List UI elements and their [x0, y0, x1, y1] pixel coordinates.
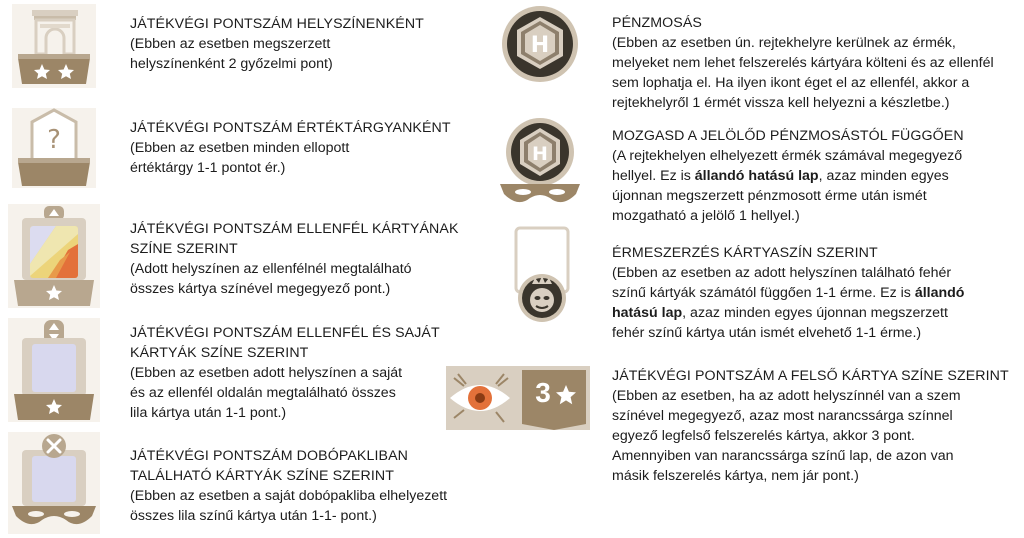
arc-de-triomphe-location-icon — [12, 4, 96, 88]
entry-line: (Ebben az esetben, ha az adott helyszínnél van a szem — [612, 388, 961, 404]
entry-line: lila kártya után 1-1 pont.) — [130, 405, 287, 421]
entry-line: színével megegyező, azaz most narancssárga színnel — [612, 408, 953, 424]
entry-line: (Adott helyszínen az ellenfélnél megtalálható — [130, 261, 412, 277]
entry-line: színű kártyák számától függően 1-1 érme. Ez is állandó — [612, 285, 965, 301]
entry-line: (A rejtekhelyen elhelyezett érmék számával megegyező — [612, 148, 963, 164]
entry-line: (Ebben az esetben minden ellopott — [130, 140, 350, 156]
points-badge: 3 — [535, 377, 551, 408]
entry-title: PÉNZMOSÁS — [612, 15, 702, 31]
entry-title: JÁTÉKVÉGI PONTSZÁM DOBÓPAKLIBAN — [130, 448, 408, 464]
entry-line: újonnan megszerzett pénzmosott érme után ismét — [612, 188, 927, 204]
entry-line: és az ellenfél oldalán megtalálható összes — [130, 385, 396, 401]
svg-text:H: H — [532, 143, 548, 165]
entry-line: melyeket nem lehet felszerelés kártyára költeni és az ellenfél — [612, 55, 994, 71]
entry-line: rejtekhelyről 1 érmét vissza kell helyezni a készletbe.) — [612, 95, 950, 111]
entry-line: Amennyiben van narancssárga színű lap, de azon van — [612, 448, 954, 464]
entry-line: összes lila színű kártya után 1-1- pont.) — [130, 508, 377, 524]
entry-title: MOZGASD A JELÖLŐD PÉNZMOSÁSTÓL FÜGGŐEN — [612, 128, 964, 144]
entry-line: mozgatható a jelölő 1 hellyel.) — [612, 208, 800, 224]
entry-title: JÁTÉKVÉGI PONTSZÁM HELYSZÍNENKÉNT — [130, 16, 424, 32]
entry-title: JÁTÉKVÉGI PONTSZÁM ELLENFÉL KÁRTYÁNAK — [130, 221, 459, 237]
entry-title: ÉRMESZERZÉS KÁRTYASZÍN SZERINT — [612, 245, 878, 261]
discard-pile-color-icon — [8, 432, 100, 534]
entry-title: JÁTÉKVÉGI PONTSZÁM ELLENFÉL ÉS SAJÁT — [130, 325, 440, 341]
entry-line: (Ebben az esetben az adott helyszínen található fehér — [612, 265, 952, 281]
entry-line: fehér színű kártya után ismét elvehető 1-1 érme.) — [612, 325, 922, 341]
entry-title-cont: KÁRTYÁK SZÍNE SZERINT — [130, 345, 309, 361]
entry-line: (Ebben az esetben ún. rejtekhelyre kerülnek az érmék, — [612, 35, 956, 51]
entry-title-cont: TALÁLHATÓ KÁRTYÁK SZÍNE SZERINT — [130, 468, 395, 484]
valuable-question-icon — [12, 108, 96, 188]
svg-text:?: ? — [47, 125, 61, 155]
masked-laundering-icon — [496, 116, 584, 208]
opponent-card-color-icon — [8, 204, 100, 308]
entry-line: egyező legfelső felszerelés kártya, akkor 3 pont. — [612, 428, 915, 444]
entry-line: helyszínenként 2 győzelmi pont) — [130, 56, 333, 72]
svg-text:H: H — [530, 33, 550, 58]
entry-title: JÁTÉKVÉGI PONTSZÁM ÉRTÉKTÁRGYANKÉNT — [130, 120, 451, 136]
both-card-color-icon — [8, 318, 100, 422]
entry-line: sem lophatja el. Ha ilyen ikont éget el az ellenfél, akkor a — [612, 75, 970, 91]
entry-line: másik felszerelés kártya, nem jár pont.) — [612, 468, 859, 484]
entry-line: (Ebben az esetben megszerzett — [130, 36, 331, 52]
card-color-coin-icon — [512, 226, 572, 326]
entry-title-cont: SZÍNE SZERINT — [130, 241, 238, 257]
entry-title: JÁTÉKVÉGI PONTSZÁM A FELSŐ KÁRTYA SZÍNE SZERINT — [612, 368, 1009, 384]
entry-line: összes kártya színével megegyező pont.) — [130, 281, 391, 297]
money-laundering-icon — [500, 4, 580, 84]
entry-line: értéktárgy 1-1 pontot ér.) — [130, 160, 286, 176]
star-icon — [555, 384, 577, 406]
entry-line: (Ebben az esetben a saját dobópakliba elhelyezett — [130, 488, 448, 504]
entry-line: (Ebben az esetben adott helyszínen a saját — [130, 365, 403, 381]
entry-line: hatású lap, azaz minden egyes újonnan megszerzett — [612, 305, 948, 321]
entry-line: hellyel. Ez is állandó hatású lap, azaz minden egyes — [612, 168, 949, 184]
